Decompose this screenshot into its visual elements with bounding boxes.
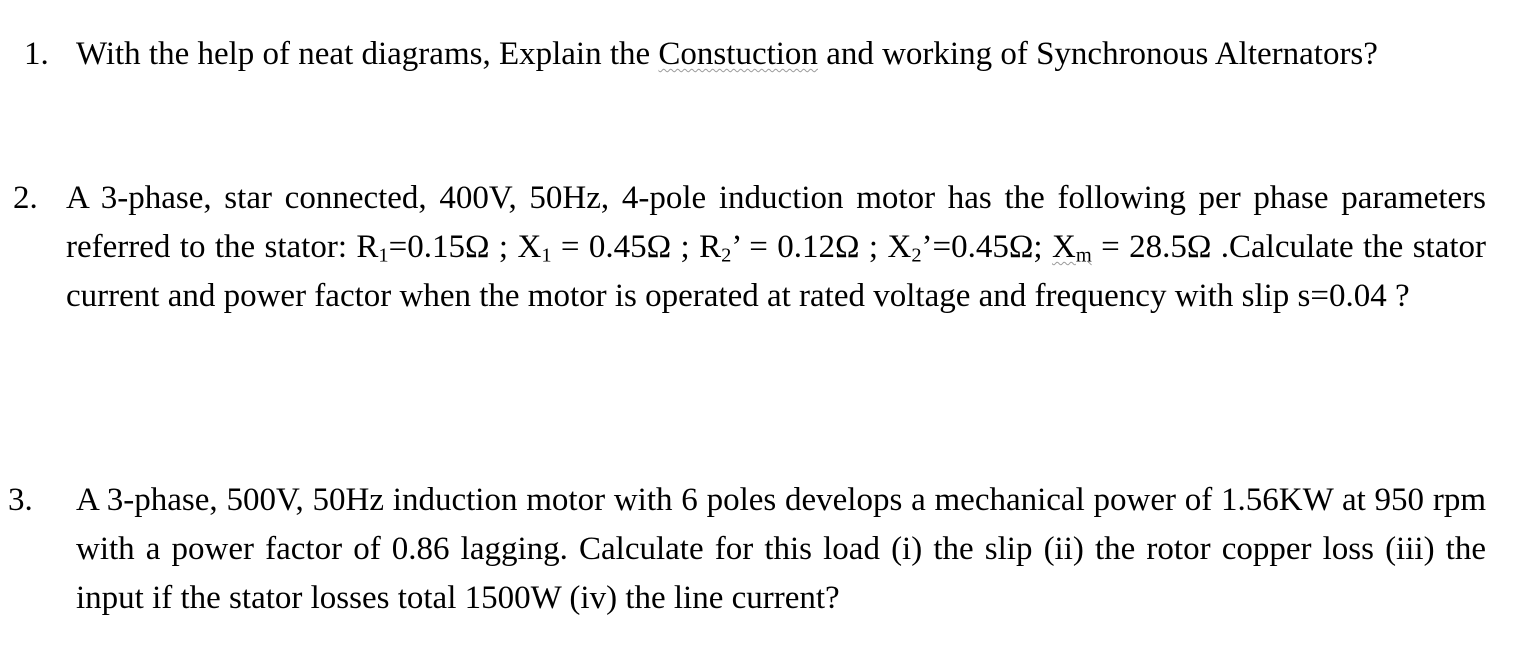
param-r1: $R_1=0.15\Omega$ ; [356, 229, 518, 267]
question-number: 1. [24, 36, 49, 72]
question-text: With the help of neat diagrams, Explain the Constuction and working of Synchronous Alternators? [76, 36, 1378, 72]
param-xm-symbol: $X_m$ [1051, 229, 1092, 267]
param-r2: $R_2$’ = 0.12Ω ; [699, 229, 888, 267]
param-x1: $X_1 = 0.45\Omega$ ; [517, 229, 700, 267]
param-x2: $X_2’=0.45\Omega$; [887, 229, 1052, 267]
question-number: 3. [8, 482, 33, 518]
question-text: A 3-phase, star connected, 400V, 50Hz, 4-pole induction motor has the following per phase parameters referred to the stator: $R_1=0.15\Omega$ ; $X_1 = 0.45\Omega$ ; $R_2$’ = 0.12Ω ; $X_2’=0.45\Omega$; $X_m = 28.5\Omega$ .Calculate the stator current and power factor when the motor is operated at rated voltage and frequency with slip s=0.04 ? [66, 180, 1487, 314]
misspelled-word: Constuction [658, 36, 818, 72]
question-text: A 3-phase, 500V, 50Hz induction motor with 6 poles develops a mechanical power of 1.56KW at 950 rpm with a power factor of 0.86 lagging. Calculate for this load (i) the slip (ii) the rotor copper loss (iii) the input if the stator losses total 1500W (iv) the line current? [76, 482, 1486, 616]
question-number: 2. [13, 180, 38, 216]
param-xm: $X_m = 28.5\Omega$ [1051, 229, 1212, 267]
